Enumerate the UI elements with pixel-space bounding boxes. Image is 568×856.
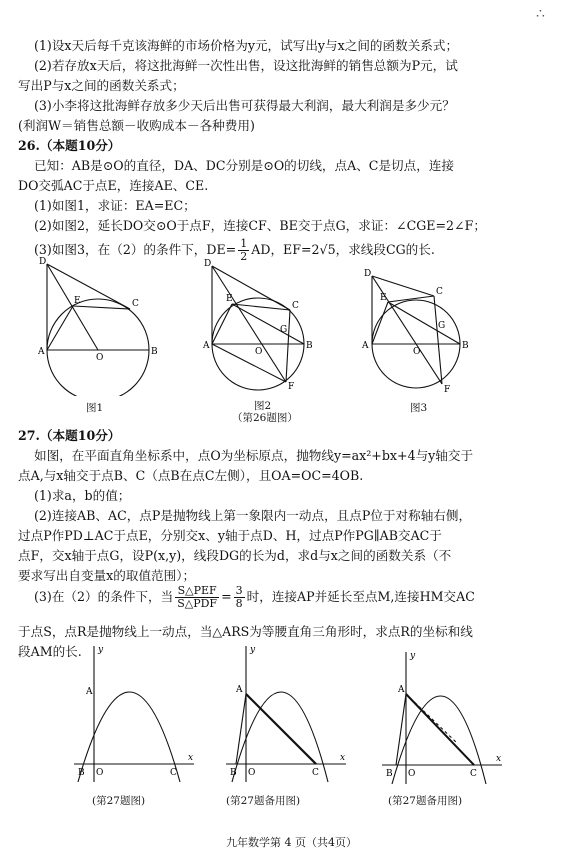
q27-subq3-line2: 于点S，点R是抛物线上一动点，当△ARS为等腰直角三角形时，求点R的坐标和线 bbox=[18, 624, 473, 639]
q26-frac-num: 1 bbox=[240, 237, 248, 250]
graph2-line-ac bbox=[246, 694, 316, 764]
q27-area-ratio bbox=[175, 585, 219, 610]
q27-graph-2 bbox=[222, 642, 352, 787]
fig3-line-be bbox=[388, 302, 460, 344]
q25-part1: (1)设x天后每千克该海鲜的市场价格为y元，试写出y与x之间的函数关系式； bbox=[34, 38, 459, 53]
graph1-label-y: y bbox=[98, 645, 104, 655]
graph2-label-o: O bbox=[248, 768, 256, 778]
fig3-label-g: G bbox=[438, 321, 446, 331]
page-footer: 九年数学第 4 页（共4页） bbox=[226, 836, 357, 849]
q27-subq3-line1 bbox=[34, 585, 475, 610]
q27-ratio-value bbox=[234, 585, 245, 610]
q26-fig1-caption: 图1 bbox=[86, 402, 104, 414]
fig3-label-d: D bbox=[364, 269, 372, 279]
q26-frac-den: 2 bbox=[240, 250, 248, 263]
fig1-circle bbox=[47, 299, 149, 396]
fig1-label-a: A bbox=[38, 347, 45, 357]
graph2-label-b: B bbox=[230, 768, 237, 778]
q26-subq3-post: ，求线段CG的长. bbox=[335, 242, 435, 257]
q27-line2: 点A,与x轴交于点B、C（点B在点C左侧），且OA=OC=4OB. bbox=[18, 468, 364, 483]
q27-subq2-line2: 过点P作PD⊥AC于点E，分别交x、y轴于点D、H，过点P作PG∥AB交AC于 bbox=[18, 528, 442, 543]
graph3-line-ac bbox=[406, 694, 474, 765]
fig3-label-b: B bbox=[462, 341, 469, 351]
fig1-label-e: E bbox=[74, 296, 81, 306]
graph2-label-y: y bbox=[250, 645, 256, 655]
fig3-label-f: F bbox=[444, 385, 451, 395]
graph1-label-c: C bbox=[170, 768, 177, 778]
fig1-label-o: O bbox=[96, 353, 104, 363]
fig2-label-b: B bbox=[306, 341, 313, 351]
q26-fig2-caption: 图2 bbox=[254, 400, 272, 412]
graph3-label-x: x bbox=[496, 754, 502, 764]
graph3-label-a: A bbox=[398, 685, 405, 695]
fig1-line-ae bbox=[47, 306, 73, 350]
fig2-label-e: E bbox=[226, 294, 233, 304]
q26-figure-1 bbox=[30, 256, 160, 396]
q27-ratio-den: S△PDF bbox=[177, 597, 218, 610]
q27-subq1: (1)求a，b的值； bbox=[34, 488, 131, 503]
graph2-label-x: x bbox=[340, 753, 346, 763]
fig2-label-c: C bbox=[292, 301, 299, 311]
q27-subq2-line1: (2)连接AB、AC，点P是抛物线上第一象限内一动点，且点P位于对称轴右侧， bbox=[34, 508, 472, 523]
q27-graph2-caption: (第27题备用图) bbox=[226, 795, 301, 807]
fig2-label-d: D bbox=[204, 259, 212, 269]
fig1-line-ec bbox=[73, 306, 130, 309]
q27-line1: 如图，在平面直角坐标系中，点O为坐标原点，抛物线y=ax²+bx+4与y轴交于 bbox=[34, 448, 474, 463]
fig2-label-f: F bbox=[288, 382, 295, 392]
fig3-label-a: A bbox=[362, 341, 369, 351]
fig2-line-df bbox=[212, 266, 286, 382]
fig2-line-ae bbox=[212, 304, 232, 344]
q26-subq3-root: √5 bbox=[319, 242, 336, 257]
graph1-label-b: B bbox=[78, 768, 85, 778]
fig3-line-ae bbox=[372, 302, 388, 344]
graph3-label-c: C bbox=[470, 769, 477, 779]
fig1-label-d: D bbox=[39, 257, 47, 267]
graph3-label-o: O bbox=[408, 769, 416, 779]
q25-note: (利润W＝销售总额－收购成本－各种费用) bbox=[18, 118, 255, 133]
q27-heading: 27.（本题10分） bbox=[18, 428, 121, 443]
graph3-label-b: B bbox=[386, 769, 393, 779]
q25-part2-line1: (2)若存放x天后，将这批海鲜一次性出售，设这批海鲜的销售总额为P元，试 bbox=[34, 58, 458, 73]
q26-subq3-mid: AD，EF=2 bbox=[251, 242, 320, 257]
q27-value-den: 8 bbox=[235, 597, 243, 610]
q26-subq1: (1)如图1，求证：EA=EC； bbox=[34, 198, 196, 213]
graph1-label-o: O bbox=[96, 768, 104, 778]
fig2-label-g: G bbox=[280, 325, 288, 335]
q27-subq3-post: 时，连接AP并延长至点M,连接HM交AC bbox=[246, 589, 475, 604]
q27-graph3-caption: (第27题备用图) bbox=[388, 795, 463, 807]
q27-ratio-num: S△PEF bbox=[175, 585, 219, 598]
q27-graph-1 bbox=[70, 642, 200, 787]
q27-equals: = bbox=[221, 589, 232, 604]
q27-subq2-line4: 要求写出自变量x的取值范围）； bbox=[18, 568, 196, 583]
fig3-label-c: C bbox=[436, 287, 443, 297]
fig2-label-o: O bbox=[255, 347, 263, 357]
q27-value-num: 3 bbox=[235, 584, 243, 597]
graph1-label-x: x bbox=[188, 753, 194, 763]
graph3-label-y: y bbox=[410, 651, 416, 661]
q26-caption: （第26题图） bbox=[232, 412, 298, 424]
q25-part3: (3)小李将这批海鲜存放多少天后出售可获得最大利润，最大利润是多少元？ bbox=[34, 98, 455, 113]
q26-known-line2: DO交弧AC于点E，连接AE、CE. bbox=[18, 178, 209, 193]
q27-subq3-pre: (3)在（2）的条件下，当 bbox=[34, 589, 174, 604]
fig2-line-af bbox=[212, 344, 286, 382]
graph2-label-c: C bbox=[312, 768, 319, 778]
q26-figure-3 bbox=[358, 262, 478, 397]
fig3-line-cf bbox=[434, 296, 442, 384]
q26-known-line1: 已知：AB是⊙O的直径，DA、DC分别是⊙O的切线，点A、C是切点，连接 bbox=[34, 158, 455, 173]
fig3-label-e: E bbox=[380, 293, 387, 303]
fig1-label-b: B bbox=[151, 347, 158, 357]
q26-figure-2 bbox=[200, 256, 330, 396]
q26-subq2: (2)如图2，延长DO交⊙O于点F，连接CF、BE交于点G，求证：∠CGE=2∠F； bbox=[34, 218, 486, 233]
q27-subq2-line3: 点F，交x轴于点G，设P(x,y)，线段DG的长为d，求d与x之间的函数关系（不 bbox=[18, 548, 452, 563]
q25-part2-line2: 写出P与x之间的函数关系式； bbox=[18, 78, 185, 93]
fig1-label-c: C bbox=[132, 299, 139, 309]
graph1-label-a: A bbox=[86, 687, 93, 697]
q27-graph-3 bbox=[378, 648, 508, 788]
q26-subq3-pre: (3)如图3，在（2）的条件下，DE= bbox=[34, 242, 237, 257]
q26-heading: 26.（本题10分） bbox=[18, 138, 121, 153]
fig2-tangent-dc bbox=[212, 266, 290, 310]
fig2-label-a: A bbox=[203, 341, 210, 351]
graph1-parabola bbox=[78, 692, 180, 782]
q27-graph1-caption: (第27题图) bbox=[92, 795, 146, 807]
fig3-label-o: O bbox=[413, 347, 421, 357]
fig1-tangent-dc bbox=[47, 264, 130, 309]
q26-fig3-caption: 图3 bbox=[410, 402, 428, 414]
graph2-label-a: A bbox=[236, 685, 243, 695]
corner-scribble: ∴ bbox=[536, 6, 545, 22]
q27-subq3-line3: 段AM的长. bbox=[18, 644, 82, 659]
fig2-line-cf bbox=[286, 310, 290, 382]
